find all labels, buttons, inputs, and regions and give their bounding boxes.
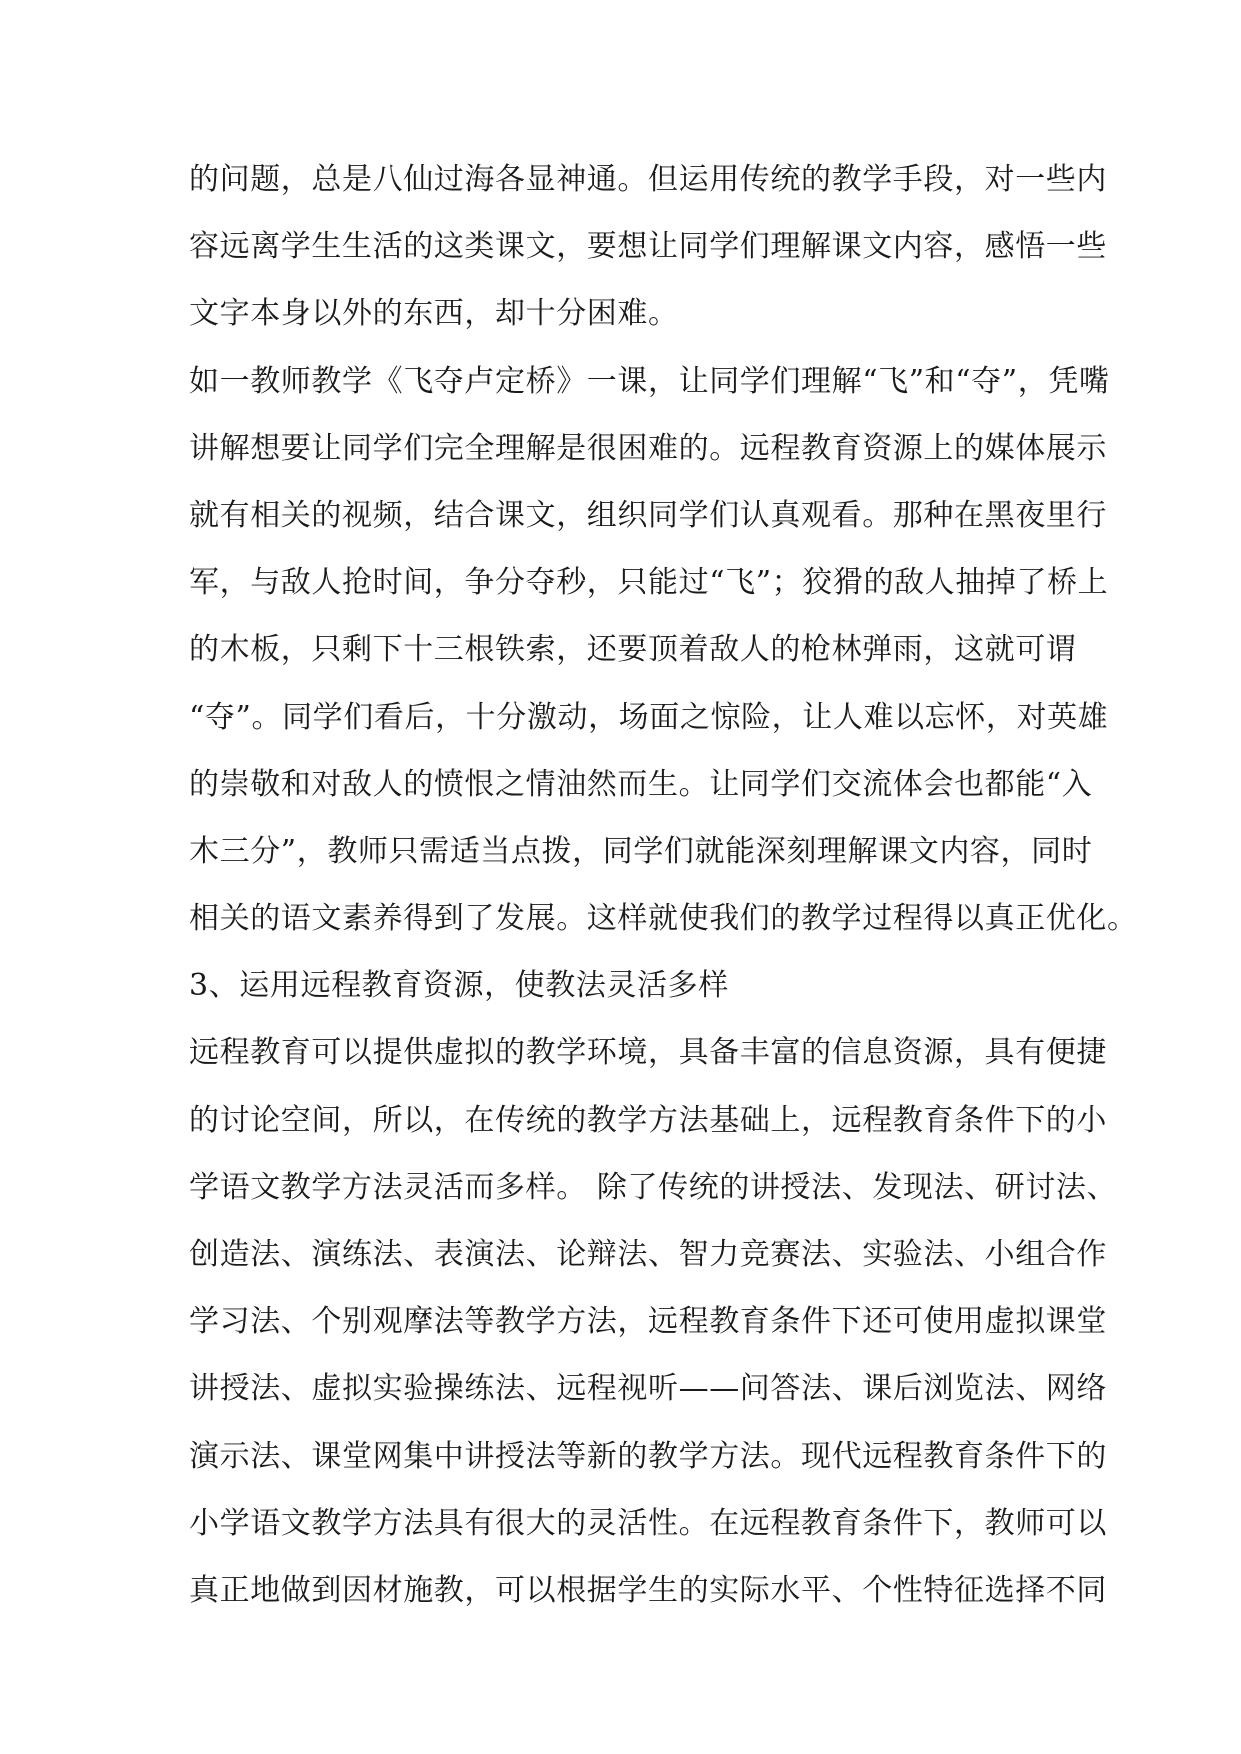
text-line: 相关的语文素养得到了发展。这样就使我们的教学过程得以真正优化。 [189,901,1138,937]
body-text [189,146,1138,1624]
text-line: 的讨论空间，所以，在传统的教学方法基础上，远程教育条件下的小 [189,1102,1107,1138]
text-line: 的崇敬和对敌人的愤恨之情油然而生。让同学们交流体会也都能“入 [189,766,1093,802]
text-line: “夺”。同学们看后，十分激动，场面之惊险，让人难以忘怀，对英雄 [189,699,1109,735]
text-line: 容远离学生生活的这类课文，要想让同学们理解课文内容，感悟一些 [189,229,1107,265]
section-heading: 3、运用远程教育资源，使教法灵活多样 [189,968,729,1004]
text-line: 文字本身以外的东西，却十分困难。 [189,296,679,332]
text-line: 学习法、个别观摩法等教学方法，远程教育条件下还可使用虚拟课堂 [189,1304,1107,1340]
text-line: 演示法、课堂网集中讲授法等新的教学方法。现代远程教育条件下的 [189,1438,1107,1474]
text-line: 远程教育可以提供虚拟的教学环境，具备丰富的信息资源，具有便捷 [189,1035,1107,1071]
text-line: 学语文教学方法灵活而多样。 除了传统的讲授法、发现法、研讨法、 [189,1169,1118,1205]
text-line: 讲授法、虚拟实验操练法、远程视听——问答法、课后浏览法、网络 [189,1371,1107,1407]
text-line: 创造法、演练法、表演法、论辩法、智力竞赛法、实验法、小组合作 [189,1237,1107,1272]
text-line: 军，与敌人抢时间，争分夺秒，只能过“飞”；狡猾的敌人抽掉了桥上 [189,565,1109,601]
text-line: 小学语文教学方法具有很大的灵活性。在远程教育条件下，教师可以 [189,1505,1107,1541]
text-line: 就有相关的视频，结合课文，组织同学们认真观看。那种在黑夜里行 [189,497,1107,533]
text-line: 真正地做到因材施教，可以根据学生的实际水平、个性特征选择不同 [189,1572,1107,1608]
text-line: 的木板，只剩下十三根铁索，还要顶着敌人的枪林弹雨，这就可谓 [189,632,1077,668]
text-line: 的问题，总是八仙过海各显神通。但运用传统的教学手段，对一些内 [189,162,1107,197]
text-line: 讲解想要让同学们完全理解是很困难的。远程教育资源上的媒体展示 [189,430,1107,466]
text-line: 木三分”，教师只需适当点拨，同学们就能深刻理解课文内容，同时 [189,833,1093,869]
text-line: 如一教师教学《飞夺卢定桥》一课，让同学们理解“飞”和“夺”，凭嘴 [189,363,1110,399]
